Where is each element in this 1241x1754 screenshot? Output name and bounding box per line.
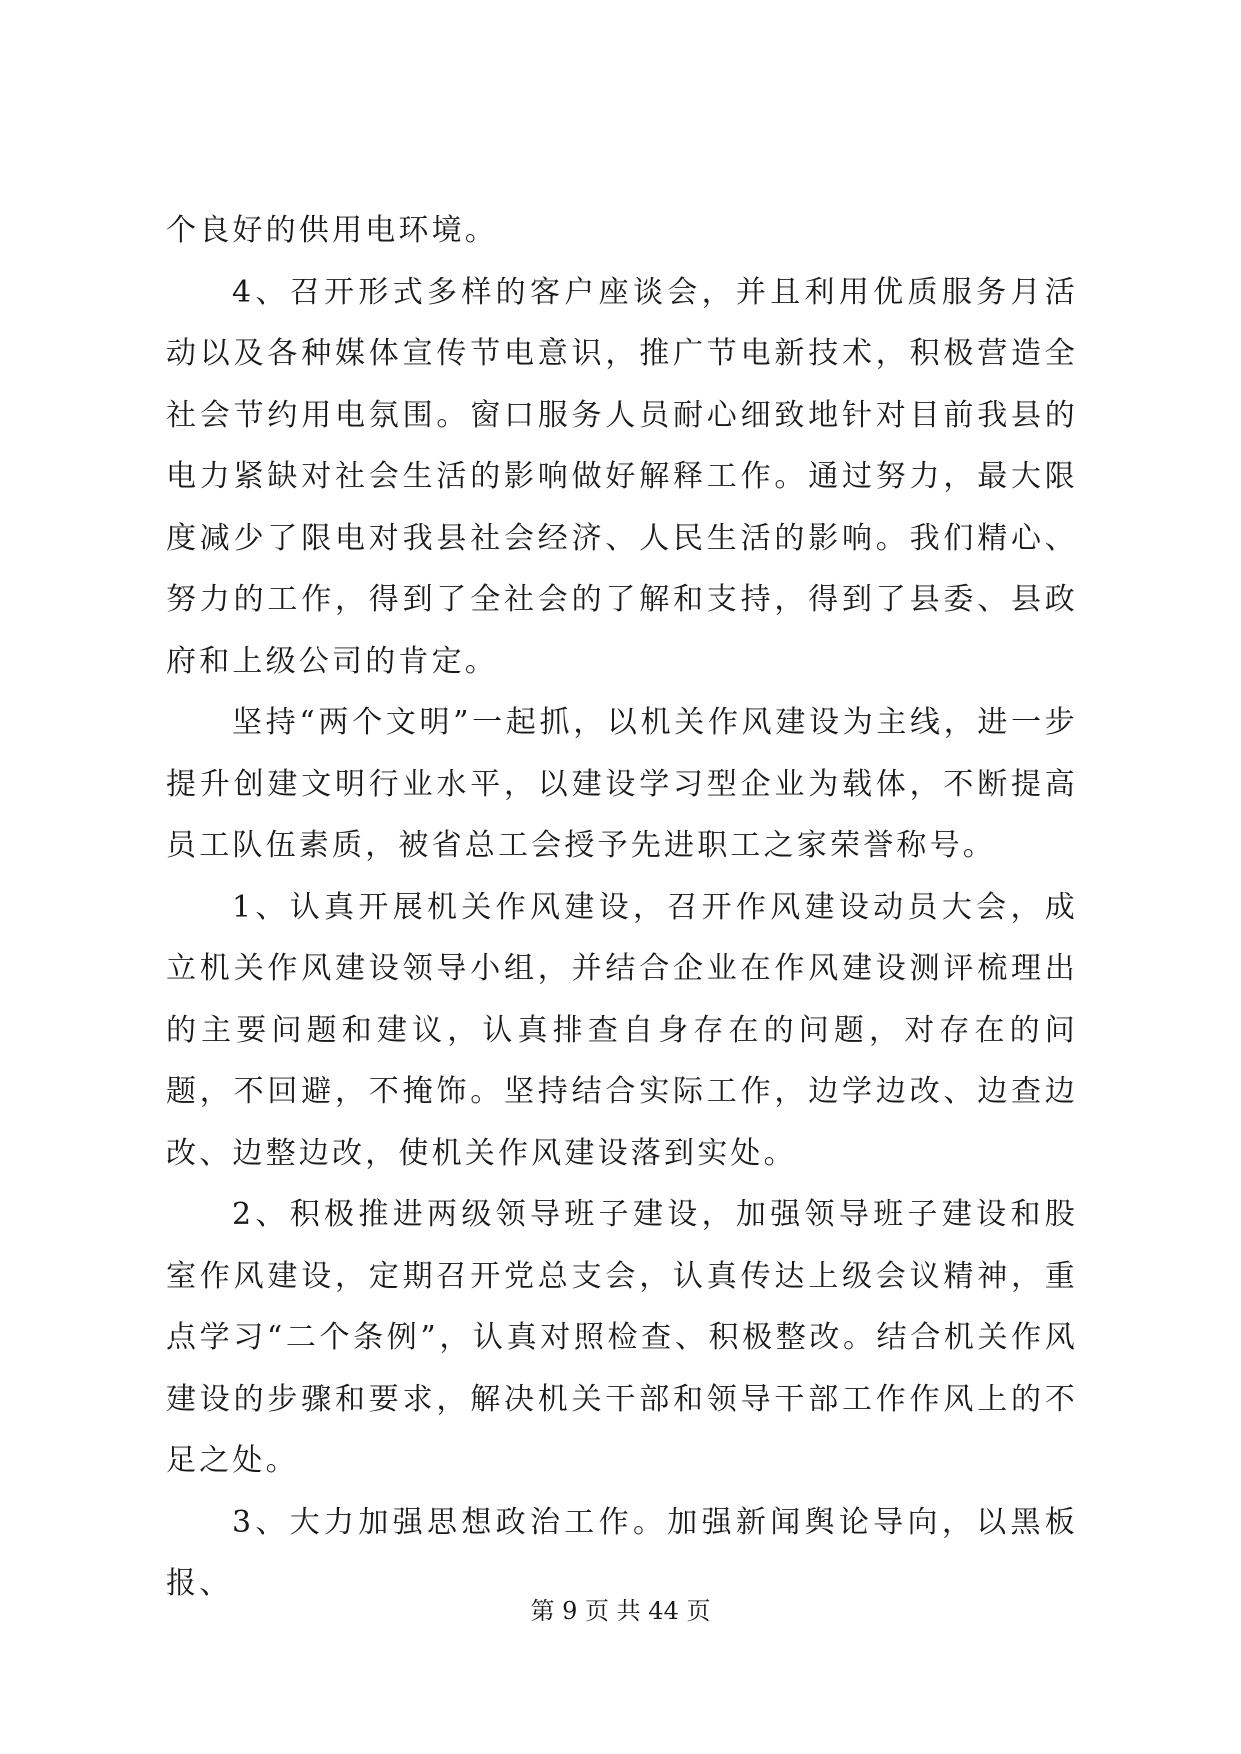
paragraph: 4、召开形式多样的客户座谈会，并且利用优质服务月活动以及各种媒体宣传节电意识，推广节电新技术，积极营造全社会节约用电氛围。窗口服务人员耐心细致地针对目前我县的电力紧缺对社会生活的影响做好解释工作。通过努力，最大限度减少了限电对我县社会经济、人民生活的影响。我们精心、努力的工作，得到了全社会的了解和支持，得到了县委、县政府和上级公司的肯定。 [166, 274, 1078, 679]
paragraph: 坚持“两个文明”一起抓，以机关作风建设为主线，进一步提升创建文明行业水平，以建设学习型企业为载体，不断提高员工队伍素质，被省总工会授予先进职工之家荣誉称号。 [166, 705, 1078, 863]
paragraph: 3、大力加强思想政治工作。加强新闻舆论导向，以黑板报、 [166, 1504, 1078, 1601]
paragraph: 1、认真开展机关作风建设，召开作风建设动员大会，成立机关作风建设领导小组，并结合企业在作风建设测评梳理出的主要问题和建议，认真排查自身存在的问题，对存在的问题，不回避，不掩饰。坚持结合实际工作，边学边改、边查边改、边整边改，使机关作风建设落到实处。 [166, 889, 1078, 1171]
paragraph: 个良好的供用电环境。 [166, 213, 498, 248]
paragraph: 2、积极推进两级领导班子建设，加强领导班子建设和股室作风建设，定期召开党总支会，认真传达上级会议精神，重点学习“二个条例”，认真对照检查、积极整改。结合机关作风建设的步骤和要求，解决机关干部和领导干部工作作风上的不足之处。 [166, 1197, 1078, 1478]
document-body [166, 200, 1078, 1615]
page-number-footer: 第 9 页 共 44 页 [530, 1597, 711, 1625]
